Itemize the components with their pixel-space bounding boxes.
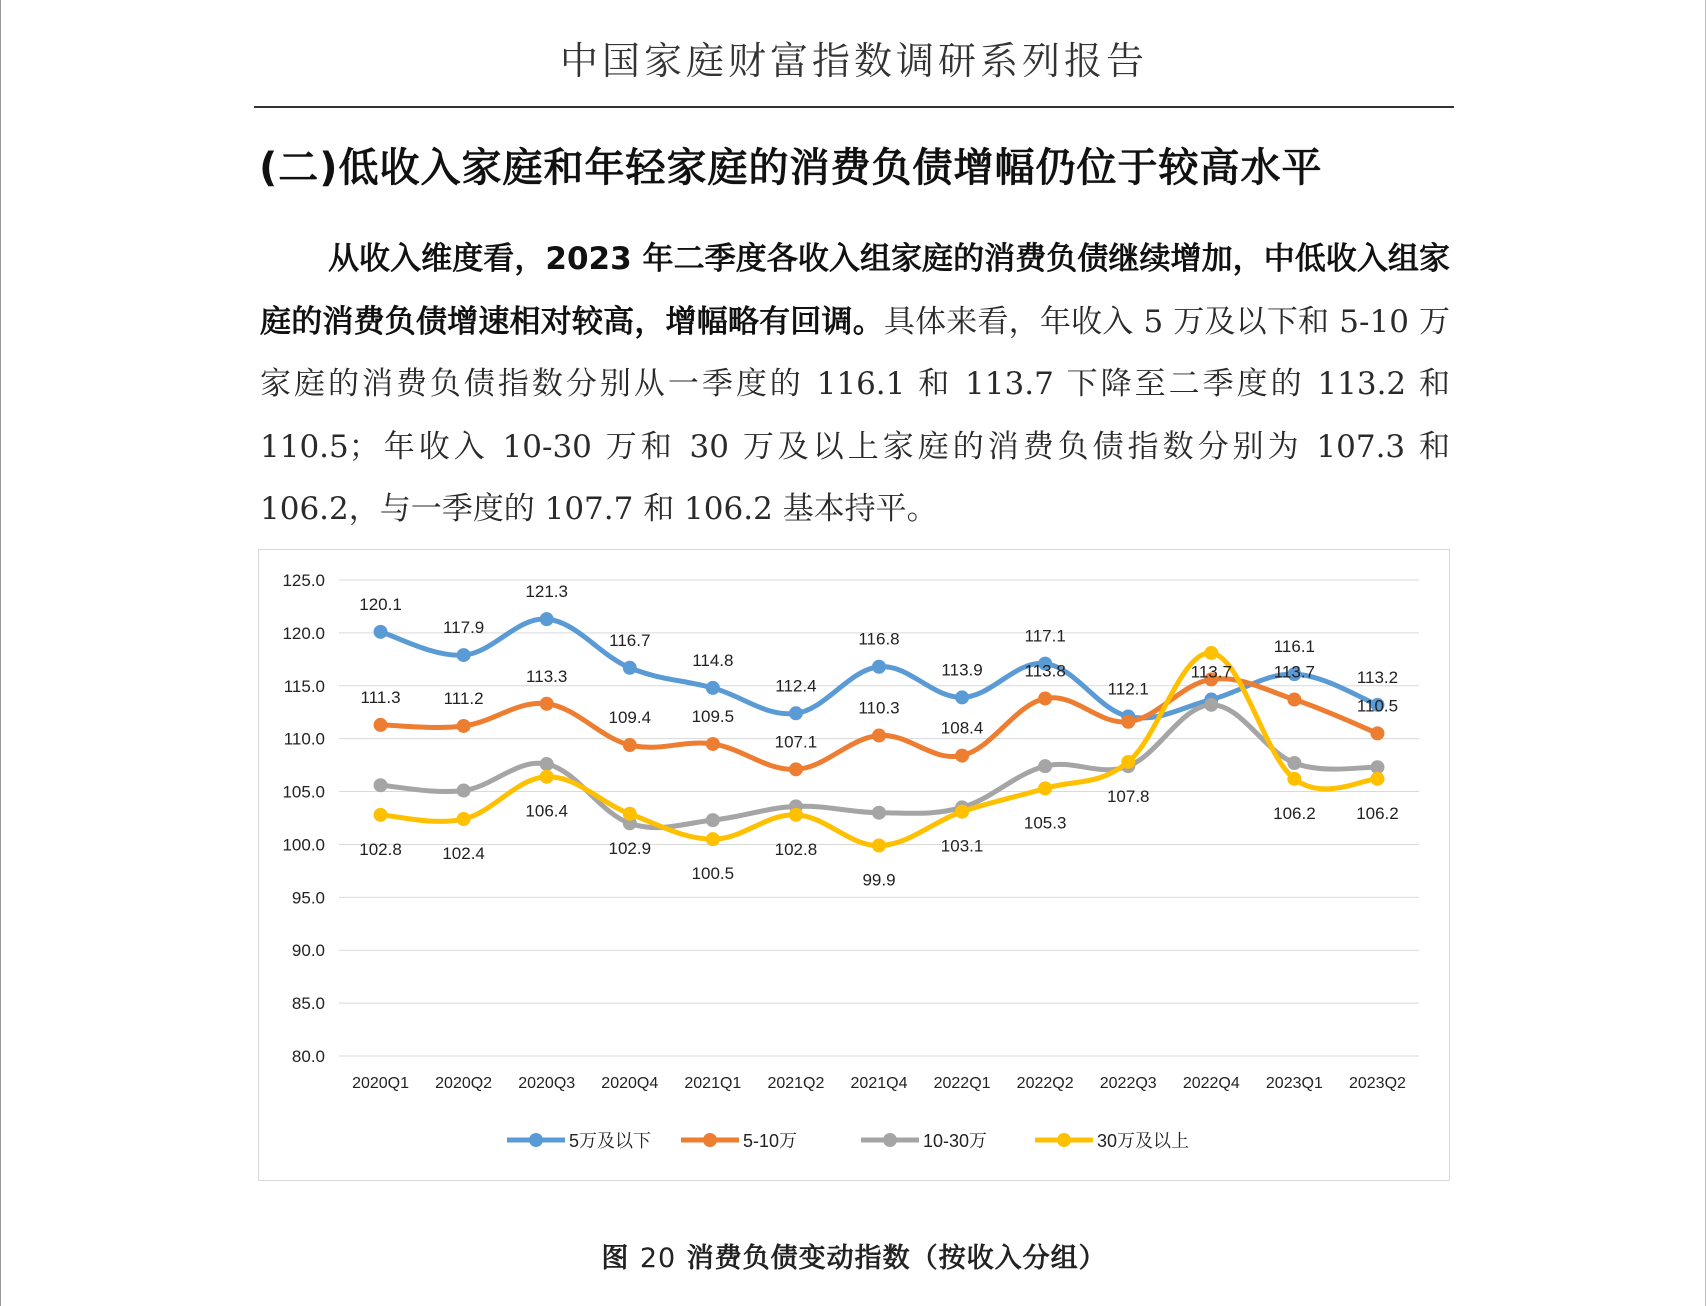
y-tick-label: 120.0 bbox=[282, 623, 325, 643]
data-point bbox=[872, 839, 886, 853]
data-point bbox=[872, 660, 886, 674]
data-point bbox=[706, 737, 720, 751]
data-label: 108.4 bbox=[940, 718, 984, 738]
data-label: 106.2 bbox=[1273, 803, 1316, 823]
data-label: 112.1 bbox=[1107, 679, 1149, 699]
data-point bbox=[1204, 698, 1218, 712]
data-point bbox=[872, 806, 886, 820]
data-label: 106.2 bbox=[1356, 803, 1399, 823]
data-label: 121.3 bbox=[525, 582, 568, 602]
section-heading: (二)低收入家庭和年轻家庭的消费负债增幅仍位于较高水平 bbox=[259, 145, 1323, 191]
data-label: 99.9 bbox=[862, 870, 896, 890]
data-label: 111.3 bbox=[360, 687, 401, 707]
data-label: 102.4 bbox=[442, 844, 485, 864]
y-axis-ticks bbox=[282, 571, 325, 1066]
legend-marker bbox=[529, 1133, 543, 1147]
legend-marker bbox=[1057, 1133, 1071, 1147]
legend-label: 5万及以下 bbox=[569, 1131, 652, 1151]
data-point bbox=[623, 807, 637, 821]
x-tick-label: 2021Q1 bbox=[684, 1075, 742, 1092]
x-tick-label: 2022Q2 bbox=[1016, 1075, 1074, 1092]
data-label: 105.3 bbox=[1023, 813, 1067, 833]
data-label: 107.8 bbox=[1106, 786, 1150, 806]
data-point bbox=[1370, 772, 1384, 786]
data-label: 110.3 bbox=[858, 698, 900, 718]
x-tick-label: 2022Q3 bbox=[1099, 1075, 1157, 1092]
data-point bbox=[789, 706, 803, 720]
data-point bbox=[540, 697, 554, 711]
data-label: 116.1 bbox=[1273, 637, 1316, 657]
data-point bbox=[1370, 726, 1384, 740]
data-point bbox=[706, 813, 720, 827]
data-label: 110.5 bbox=[1356, 696, 1399, 716]
data-point bbox=[374, 625, 388, 639]
x-tick-label: 2021Q4 bbox=[850, 1075, 908, 1092]
y-tick-label: 90.0 bbox=[291, 941, 325, 961]
x-tick-label: 2020Q4 bbox=[601, 1075, 659, 1092]
legend-label: 10-30万 bbox=[923, 1131, 988, 1151]
data-point bbox=[955, 805, 969, 819]
data-label: 117.1 bbox=[1024, 626, 1066, 646]
caption-number: 20 bbox=[639, 1243, 677, 1274]
caption-text: 消费负债变动指数（按收入分组） bbox=[686, 1243, 1107, 1274]
legend-marker bbox=[703, 1133, 717, 1147]
data-point bbox=[374, 718, 388, 732]
data-point bbox=[1038, 691, 1052, 705]
series-2 bbox=[374, 672, 1385, 776]
data-point bbox=[1287, 756, 1301, 770]
header-rule bbox=[254, 106, 1454, 108]
x-tick-label: 2023Q1 bbox=[1265, 1075, 1323, 1092]
y-tick-label: 125.0 bbox=[282, 571, 325, 590]
chart-container bbox=[258, 549, 1450, 1181]
data-label: 113.7 bbox=[1273, 662, 1316, 682]
data-label: 102.8 bbox=[359, 839, 402, 859]
data-label: 116.8 bbox=[858, 629, 900, 649]
figure-caption bbox=[254, 1236, 1454, 1275]
data-point bbox=[706, 681, 720, 695]
y-tick-label: 110.0 bbox=[283, 729, 325, 749]
y-tick-label: 85.0 bbox=[291, 994, 325, 1014]
x-tick-label: 2022Q1 bbox=[933, 1075, 991, 1092]
data-point bbox=[457, 719, 471, 733]
data-label: 120.1 bbox=[359, 594, 402, 614]
data-point bbox=[457, 783, 471, 797]
x-tick-label: 2021Q2 bbox=[767, 1075, 825, 1092]
x-tick-label: 2020Q2 bbox=[435, 1075, 493, 1092]
data-point bbox=[1038, 781, 1052, 795]
data-point bbox=[789, 808, 803, 822]
data-point bbox=[955, 749, 969, 763]
x-tick-label: 2020Q1 bbox=[352, 1075, 410, 1092]
legend-label: 30万及以上 bbox=[1097, 1131, 1190, 1151]
data-label: 102.9 bbox=[608, 838, 652, 858]
data-point bbox=[789, 762, 803, 776]
paragraph-detail: 具体来看，年收入 5 万及以下和 5-10 万家庭的消费负债指数分别从一季度的 116.1 和 113.7 下降至二季度的 113.2 和 110.5；年收入 10-30 万和 30 万及以上家庭的消费负债指数分别为 107.3 和 106.2，与一季度的 107.7 和 106.2 基本持平。 bbox=[260, 303, 1450, 527]
data-point bbox=[706, 832, 720, 846]
data-label: 109.4 bbox=[608, 708, 652, 728]
data-point bbox=[1121, 755, 1135, 769]
data-label: 113.8 bbox=[1024, 661, 1066, 681]
data-point bbox=[955, 690, 969, 704]
data-point bbox=[1204, 646, 1218, 660]
data-label: 100.5 bbox=[691, 864, 735, 884]
data-point bbox=[623, 738, 637, 752]
data-label: 116.7 bbox=[609, 630, 651, 650]
data-label: 113.9 bbox=[941, 660, 983, 680]
data-point bbox=[872, 728, 886, 742]
paragraph-bold-lead: 从收入维度看，2023 年二季度各收入组家庭的消费负债继续增加，中低收入组家庭的消费负债增速相对较高，增幅略有回调。 bbox=[260, 241, 1450, 340]
data-label: 107.1 bbox=[774, 732, 818, 752]
x-tick-label: 2020Q3 bbox=[518, 1075, 576, 1092]
data-point bbox=[1287, 693, 1301, 707]
caption-prefix: 图 bbox=[601, 1243, 630, 1274]
data-label: 112.4 bbox=[775, 676, 817, 696]
body-paragraph bbox=[260, 228, 1450, 541]
legend-item-3 bbox=[861, 1131, 987, 1151]
data-point bbox=[374, 778, 388, 792]
data-point bbox=[540, 770, 554, 784]
data-label: 111.2 bbox=[443, 688, 484, 708]
y-tick-label: 95.0 bbox=[291, 888, 325, 908]
legend-marker bbox=[883, 1133, 897, 1147]
running-header: 中国家庭财富指数调研系列报告 bbox=[559, 39, 1148, 83]
data-point bbox=[1287, 772, 1301, 786]
y-tick-label: 105.0 bbox=[282, 782, 325, 802]
x-axis-ticks bbox=[352, 1075, 1406, 1092]
legend-label: 5-10万 bbox=[743, 1131, 798, 1151]
legend-item-1 bbox=[507, 1131, 651, 1151]
data-point bbox=[1038, 759, 1052, 773]
data-point bbox=[457, 648, 471, 662]
data-label: 114.8 bbox=[692, 650, 734, 670]
data-point bbox=[540, 757, 554, 771]
data-label: 113.2 bbox=[1356, 667, 1399, 687]
legend bbox=[507, 1131, 1189, 1151]
y-tick-label: 100.0 bbox=[282, 835, 325, 855]
y-tick-label: 80.0 bbox=[291, 1047, 325, 1066]
data-label: 103.1 bbox=[940, 836, 984, 856]
x-tick-label: 2023Q2 bbox=[1348, 1075, 1406, 1092]
y-tick-label: 115.0 bbox=[283, 676, 325, 696]
data-point bbox=[540, 612, 554, 626]
data-label: 113.7 bbox=[1190, 662, 1232, 682]
line-chart bbox=[259, 550, 1449, 1180]
legend-item-2 bbox=[681, 1131, 797, 1151]
data-label: 102.8 bbox=[774, 839, 818, 859]
data-point bbox=[1121, 715, 1135, 729]
x-tick-label: 2022Q4 bbox=[1182, 1075, 1240, 1092]
data-label: 106.4 bbox=[525, 801, 568, 821]
data-label: 117.9 bbox=[442, 618, 485, 638]
legend-item-4 bbox=[1035, 1131, 1189, 1151]
data-point bbox=[623, 661, 637, 675]
data-label: 109.5 bbox=[691, 706, 735, 726]
page-left-edge bbox=[0, 0, 1, 1306]
data-label: 113.3 bbox=[526, 666, 568, 686]
data-point bbox=[457, 812, 471, 826]
data-point bbox=[374, 808, 388, 822]
